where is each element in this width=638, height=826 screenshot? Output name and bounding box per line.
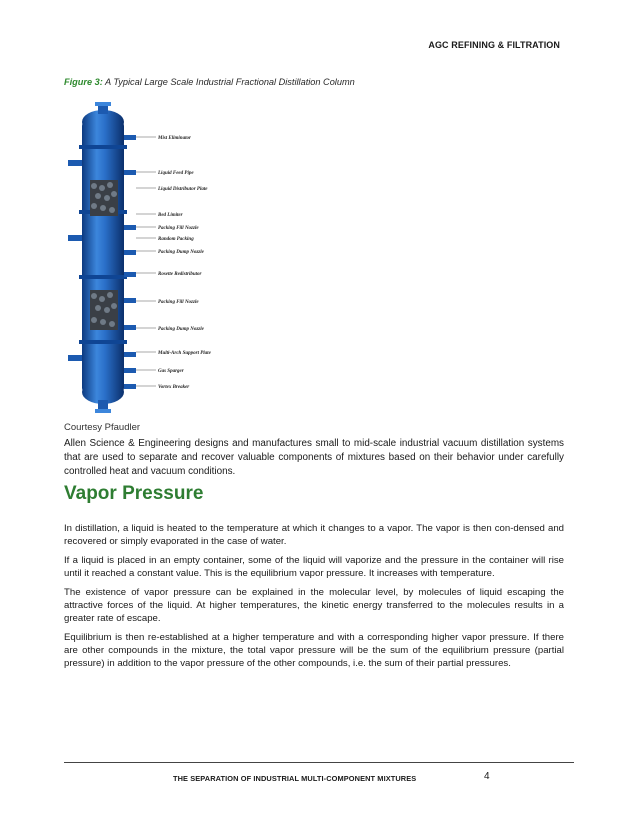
label-liquid-feed-pipe: Liquid Feed Pipe (158, 171, 194, 176)
side-nozzle (124, 384, 136, 389)
label-rosette-redistributor: Rosette Redistributor (158, 272, 202, 277)
label-random-packing: Random Packing (158, 237, 194, 242)
side-nozzle (124, 325, 136, 330)
footer-divider (64, 762, 574, 763)
label-mist-eliminator: Mist Eliminator (158, 136, 191, 141)
distillation-column-figure (60, 100, 250, 420)
side-nozzle (124, 298, 136, 303)
side-nozzle (68, 160, 82, 166)
label-liquid-distributor-plate: Liquid Distributor Plate (158, 187, 208, 192)
side-nozzle (124, 368, 136, 373)
side-nozzle (124, 352, 136, 357)
label-multi-arch-support-plate: Multi-Arch Support Plate (158, 351, 211, 356)
column-shell (82, 122, 124, 392)
page-header: AGC REFINING & FILTRATION (428, 40, 560, 50)
side-nozzle (68, 235, 82, 241)
footer-title: THE SEPARATION OF INDUSTRIAL MULTI-COMPONENT MIXTURES (173, 774, 417, 783)
label-packing-dump-nozzle-lower: Packing Dump Nozzle (158, 327, 204, 332)
label-bed-limiter: Bed Limiter (158, 213, 183, 218)
side-nozzle (124, 225, 136, 230)
label-packing-fill-nozzle-lower: Packing Fill Nozzle (158, 300, 199, 305)
figure-caption (64, 77, 355, 87)
shell-flange (79, 145, 127, 149)
annotation-leaders (136, 137, 156, 386)
paragraph: In distillation, a liquid is heated to the temperature at which it changes to a vapor. The vapor is then con-densed and recovered or simply evaporated in the case of water. (64, 523, 564, 547)
section-body (64, 522, 564, 676)
packing-bed-lower (90, 290, 118, 330)
annotation-labels (157, 136, 212, 390)
paragraph: Equilibrium is then re-established at a higher temperature and with a corresponding higher vapor pressure. If there are other compounds in the mixture, the total vapor pressure will be the sum of the equilibrium pressure (partial pressure) in addition to the vapor pressure of the other compounds, i.e. the sum of their partial pressures. (64, 632, 564, 669)
shell-flange (79, 275, 127, 279)
side-nozzle (124, 272, 136, 277)
figure-caption-text: A Typical Large Scale Industrial Fractional Distillation Column (105, 77, 355, 87)
page-number: 4 (484, 771, 490, 782)
label-gas-sparger: Gas Sparger (158, 369, 184, 374)
bottom-outlet-flange (95, 409, 111, 413)
paragraph: The existence of vapor pressure can be explained in the molecular level, by molecules of liquid escaping the attractive forces of the liquid. At higher temperatures, the kinetic energy transferred to the molecules results in a greater rate of escape. (64, 587, 564, 624)
label-packing-fill-nozzle: Packing Fill Nozzle (158, 226, 199, 231)
side-nozzle (124, 250, 136, 255)
label-packing-dump-nozzle: Packing Dump Nozzle (158, 250, 204, 255)
paragraph: If a liquid is placed in an empty container, some of the liquid will vaporize and the pressure in the container will rise until it reached a constant value. This is the equilibrium vapor pressure. It increases with temperature. (64, 555, 564, 579)
side-nozzle (68, 355, 82, 361)
intro-paragraph: Allen Science & Engineering designs and manufactures small to mid-scale industrial vacuum distillation systems that are used to separate and recover valuable components of mixtures based on their behavior under carefully controlled heat and vacuum conditions. (64, 438, 564, 477)
label-vortex-breaker: Vortex Breaker (158, 385, 190, 390)
side-nozzle (124, 135, 136, 140)
side-nozzle (124, 170, 136, 175)
figure-courtesy: Courtesy Pfaudler (64, 422, 141, 433)
top-outlet-flange (95, 102, 111, 106)
packing-bed-upper (90, 180, 118, 216)
shell-flange (79, 340, 127, 344)
figure-label: Figure 3: (64, 77, 103, 87)
section-heading: Vapor Pressure (64, 483, 204, 504)
